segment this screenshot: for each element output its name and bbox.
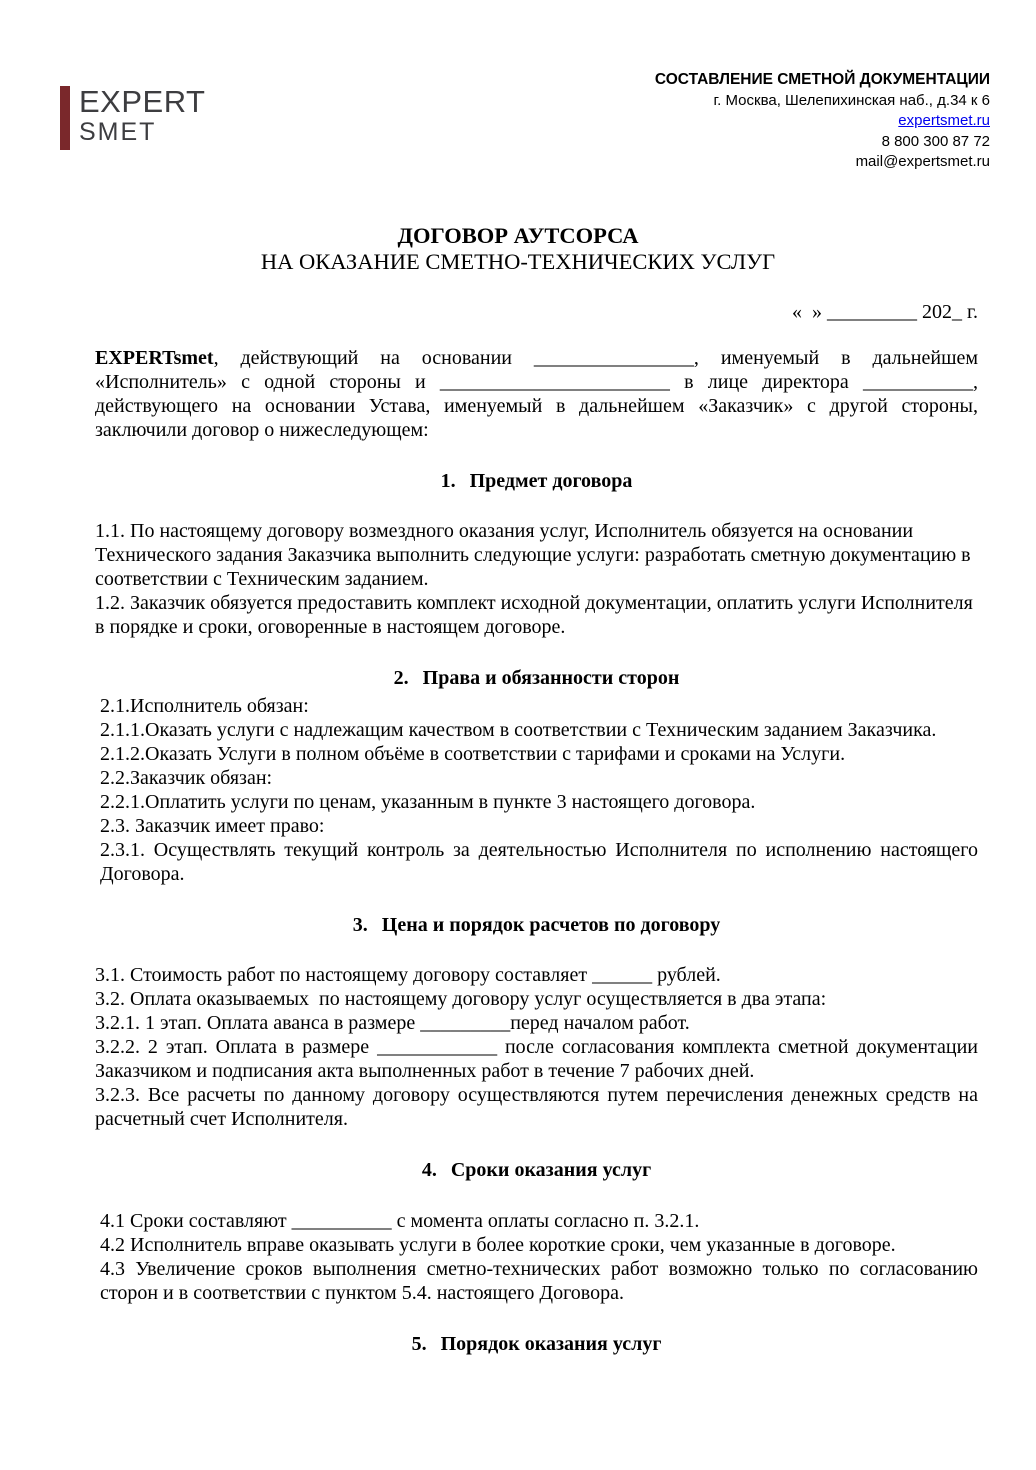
section-3-heading (95, 913, 978, 938)
contract-paragraph: 2.2.Заказчик обязан: (100, 766, 273, 789)
contract-paragraph: 2.1.1.Оказать услуги с надлежащим качеством в соответствии с Техническим заданием Заказчика. (100, 718, 937, 741)
contract-paragraph: 4.2 Исполнитель вправе оказывать услуги в более короткие сроки, чем указанные в договоре. (100, 1233, 896, 1256)
website-link[interactable]: expertsmet.ru (898, 112, 990, 129)
section-4-number: 4. (421, 1159, 437, 1181)
contract-paragraph: 2.1.2.Оказать Услуги в полном объёме в соответствии с тарифами и сроками на Услуги. (100, 742, 846, 765)
contract-paragraph: 1.2. Заказчик обязуется предоставить комплект исходной документации, оплатить услуги Исполнителя в порядке и сроки, оговоренные в настоящем договоре. (95, 592, 973, 638)
logo-text (79, 86, 205, 150)
section-4-title: Сроки оказания услуг (450, 1159, 652, 1181)
contract-paragraph: 3.1. Стоимость работ по настоящему договору составляет ______ рублей. (95, 964, 721, 986)
contract-paragraph: 1.1. По настоящему договору возмездного оказания услуг, Исполнитель обязуется на основании Технического задания Заказчика выполнить следующие услуги: разработать сметную документацию в соответствии с Техническим заданием. (95, 520, 971, 590)
date-line: « » _________ 202_ г. (792, 300, 978, 323)
section-5-number: 5. (411, 1332, 427, 1355)
contact-title: СОСТАВЛЕНИЕ СМЕТНОЙ ДОКУМЕНТАЦИИ (654, 71, 990, 88)
section-3-number: 3. (352, 913, 368, 936)
document-subtitle: НА ОКАЗАНИЕ СМЕТНО-ТЕХНИЧЕСКИХ УСЛУГ (260, 248, 776, 274)
contract-paragraph: 2.1.Исполнитель обязан: (100, 694, 309, 717)
logo-bar-icon (60, 86, 70, 150)
contract-paragraph: 2.3.1. Осуществлять текущий контроль за деятельностью Исполнителя по исполнению настоящего Договора. (100, 838, 978, 885)
company-logo (60, 86, 205, 150)
logo-word-smet: SMET (79, 118, 157, 146)
contract-paragraph: 3.2.3. Все расчеты по данному договору осуществляются путем перечисления денежных средств на расчетный счет Исполнителя. (95, 1084, 978, 1130)
contact-phone: 8 800 300 87 72 (881, 132, 990, 150)
contract-paragraph: 2.2.1.Оплатить услуги по ценам, указанным в пункте 3 настоящего договора. (100, 790, 756, 813)
section-4-heading (95, 1158, 978, 1183)
section-3-title: Цена и порядок расчетов по договору (381, 913, 721, 936)
section-1-heading (95, 469, 978, 494)
contract-paragraph: 2.3. Заказчик имеет право: (100, 814, 325, 837)
section-2-heading (95, 666, 978, 691)
document-title: ДОГОВОР АУТСОРСА (397, 222, 639, 248)
page-header (0, 0, 1036, 173)
contact-block (655, 70, 990, 173)
contract-paragraph: 4.3 Увеличение сроков выполнения сметно-технических работ возможно только по согласованию сторон и в соответствии с пунктом 5.4. настоящего Договора. (100, 1257, 978, 1304)
section-5-heading (95, 1332, 978, 1357)
document-title-block (0, 223, 1036, 275)
contract-paragraph: 3.2. Оплата оказываемых по настоящему договору услуг осуществляется в два этапа: (95, 988, 827, 1010)
contact-address: г. Москва, Шелепихинская наб., д.34 к 6 (713, 91, 990, 109)
section-1-number: 1. (440, 469, 456, 492)
contract-body (95, 346, 978, 1357)
intro-rest: , действующий на основании ________________, именуемый в дальнейшем «Исполнитель» с одной стороны и _______________________ в лице директора ___________, действующего на основании Устава, именуемый в дальнейшем «Заказчик» с другой стороны, заключили договор о нижеследующем: (95, 346, 978, 441)
section-2-title: Права и обязанности сторон (422, 667, 680, 689)
contact-email: mail@expertsmet.ru (855, 153, 990, 170)
contract-paragraph: 3.2.2. 2 этап. Оплата в размере ____________ после согласования комплекта сметной документации Заказчиком и подписания акта выполненных работ в течение 7 рабочих дней. (95, 1036, 978, 1082)
section-5-title: Порядок оказания услуг (440, 1332, 662, 1355)
intro-paragraph (95, 346, 978, 442)
intro-bold-lead: EXPERTsmet (95, 346, 214, 369)
contract-paragraph: 4.1 Сроки составляют __________ с момента оплаты согласно п. 3.2.1. (100, 1209, 700, 1232)
logo-word-expert: EXPERT (79, 84, 206, 119)
section-1-title: Предмет договора (469, 469, 633, 492)
section-2-number: 2. (393, 667, 409, 689)
contract-paragraph: 3.2.1. 1 этап. Оплата аванса в размере _________перед началом работ. (95, 1012, 690, 1034)
